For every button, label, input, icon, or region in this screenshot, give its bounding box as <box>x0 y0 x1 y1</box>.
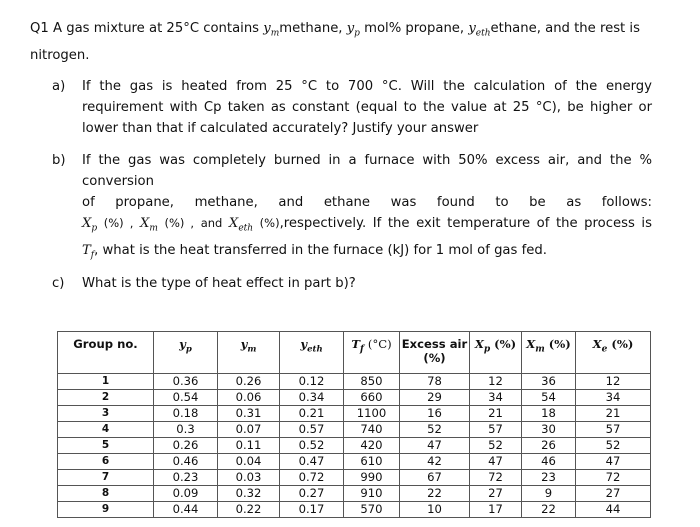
cell-group: 8 <box>58 486 154 502</box>
symbol-xeth: $X_{eth}$ <box>228 216 254 234</box>
cell-ym: 0.07 <box>218 422 280 438</box>
cell-ym: 0.06 <box>218 390 280 406</box>
cell-tf: 990 <box>344 470 400 486</box>
cell-xe: 12 <box>576 374 651 390</box>
question-intro <box>30 18 680 67</box>
symbol-xm: $X_m$ <box>139 216 158 234</box>
cell-xe: 72 <box>576 470 651 486</box>
cell-yp: 0.54 <box>154 390 218 406</box>
cell-tf: 910 <box>344 486 400 502</box>
table-row <box>58 454 651 470</box>
cell-xp: 17 <box>470 502 522 518</box>
symbol-yeth: $y_{eth}$ <box>468 21 491 39</box>
cell-xm: 26 <box>522 438 576 454</box>
part-b-line-3: $X_p$ (%) , $X_m$ (%) , and $X_{eth}$ (%),respectively. If the exit temperature of the process is <box>82 216 652 234</box>
cell-xm: 46 <box>522 454 576 470</box>
question-text-2: contains <box>203 21 260 36</box>
cell-yp: 0.09 <box>154 486 218 502</box>
cell-yeth: 0.57 <box>280 422 344 438</box>
table-row <box>58 486 651 502</box>
cell-group: 4 <box>58 422 154 438</box>
cell-yp: 0.36 <box>154 374 218 390</box>
cell-group: 3 <box>58 406 154 422</box>
part-b-line-1: If the gas was completely burned in a furnace with 50% excess air, and the % conversion <box>82 153 652 189</box>
cell-xp: 12 <box>470 374 522 390</box>
part-c-label: c) <box>52 276 65 291</box>
cell-xp: 47 <box>470 454 522 470</box>
cell-tf: 740 <box>344 422 400 438</box>
cell-xe: 27 <box>576 486 651 502</box>
cell-group: 9 <box>58 502 154 518</box>
cell-xp: 72 <box>470 470 522 486</box>
symbol-ym: $y_m$ <box>263 21 280 39</box>
cell-excess-air: 78 <box>400 374 470 390</box>
cell-group: 6 <box>58 454 154 470</box>
part-c <box>52 273 652 294</box>
header-yp: $y_p$ <box>154 332 218 374</box>
part-a <box>52 76 652 139</box>
degree-unit: °C <box>183 21 200 36</box>
cell-yeth: 0.34 <box>280 390 344 406</box>
cell-ym: 0.31 <box>218 406 280 422</box>
cell-xe: 52 <box>576 438 651 454</box>
cell-xm: 36 <box>522 374 576 390</box>
table-row <box>58 422 651 438</box>
cell-xm: 30 <box>522 422 576 438</box>
header-ym: $y_m$ <box>218 332 280 374</box>
header-group: Group no. <box>58 332 154 374</box>
cell-xe: 44 <box>576 502 651 518</box>
cell-ym: 0.03 <box>218 470 280 486</box>
cell-tf: 570 <box>344 502 400 518</box>
cell-yp: 0.3 <box>154 422 218 438</box>
part-a-text: If the gas is heated from 25 °C to 700 °C. Will the calculation of the energy requirement with Cp taken as constant (equal to the value at 25 °C), be higher or lower than that if calculated accurately? Justify your answer <box>82 79 652 136</box>
cell-yp: 0.23 <box>154 470 218 486</box>
table-row <box>58 406 651 422</box>
part-b-line-2: of propane, methane, and ethane was found to be as follows: <box>82 195 652 210</box>
part-b-label: b) <box>52 153 66 168</box>
cell-group: 2 <box>58 390 154 406</box>
cell-ym: 0.22 <box>218 502 280 518</box>
cell-xp: 27 <box>470 486 522 502</box>
part-b-body <box>82 150 652 266</box>
table-row <box>58 502 651 518</box>
cell-tf: 1100 <box>344 406 400 422</box>
cell-excess-air: 52 <box>400 422 470 438</box>
cell-tf: 610 <box>344 454 400 470</box>
cell-excess-air: 67 <box>400 470 470 486</box>
cell-yeth: 0.12 <box>280 374 344 390</box>
header-xm: $X_m$ (%) <box>522 332 576 374</box>
cell-excess-air: 29 <box>400 390 470 406</box>
cell-yp: 0.18 <box>154 406 218 422</box>
cell-yeth: 0.47 <box>280 454 344 470</box>
question-text-3: methane, <box>279 21 343 36</box>
question-label: Q1 <box>30 21 49 36</box>
cell-excess-air: 47 <box>400 438 470 454</box>
question-text-1: A gas mixture at 25 <box>52 21 184 36</box>
cell-excess-air: 42 <box>400 454 470 470</box>
header-tf: $T_f$ (°C) <box>344 332 400 374</box>
cell-xe: 21 <box>576 406 651 422</box>
cell-tf: 850 <box>344 374 400 390</box>
header-yeth: $y_{eth}$ <box>280 332 344 374</box>
cell-excess-air: 16 <box>400 406 470 422</box>
table-row <box>58 390 651 406</box>
symbol-yp: $y_p$ <box>346 21 360 39</box>
cell-xm: 9 <box>522 486 576 502</box>
cell-yeth: 0.21 <box>280 406 344 422</box>
cell-yp: 0.44 <box>154 502 218 518</box>
cell-xp: 21 <box>470 406 522 422</box>
cell-ym: 0.26 <box>218 374 280 390</box>
table-row <box>58 374 651 390</box>
cell-tf: 420 <box>344 438 400 454</box>
cell-ym: 0.32 <box>218 486 280 502</box>
cell-excess-air: 10 <box>400 502 470 518</box>
symbol-xp: $X_p$ <box>82 216 98 234</box>
cell-ym: 0.11 <box>218 438 280 454</box>
symbol-tf: $T_f$ <box>82 242 95 261</box>
cell-xe: 57 <box>576 422 651 438</box>
question-text-4: mol% propane, <box>364 21 465 36</box>
table-header-row <box>58 332 651 374</box>
part-b-line-4: $T_f$, what is the heat transferred in the furnace (kJ) for 1 mol of gas fed. <box>82 242 547 261</box>
header-excess-air: Excess air (%) <box>400 332 470 374</box>
cell-excess-air: 22 <box>400 486 470 502</box>
cell-ym: 0.04 <box>218 454 280 470</box>
cell-xm: 22 <box>522 502 576 518</box>
cell-yeth: 0.72 <box>280 470 344 486</box>
cell-xm: 54 <box>522 390 576 406</box>
cell-yeth: 0.52 <box>280 438 344 454</box>
table-row <box>58 470 651 486</box>
header-xe: $X_e$ (%) <box>576 332 651 374</box>
cell-xe: 34 <box>576 390 651 406</box>
cell-yp: 0.26 <box>154 438 218 454</box>
cell-group: 7 <box>58 470 154 486</box>
cell-xm: 18 <box>522 406 576 422</box>
cell-xm: 23 <box>522 470 576 486</box>
cell-xp: 57 <box>470 422 522 438</box>
part-b <box>52 150 652 266</box>
cell-tf: 660 <box>344 390 400 406</box>
part-a-label: a) <box>52 79 66 94</box>
cell-xp: 52 <box>470 438 522 454</box>
cell-xe: 47 <box>576 454 651 470</box>
cell-yp: 0.46 <box>154 454 218 470</box>
cell-group: 1 <box>58 374 154 390</box>
cell-yeth: 0.27 <box>280 486 344 502</box>
cell-group: 5 <box>58 438 154 454</box>
cell-yeth: 0.17 <box>280 502 344 518</box>
group-data-table <box>57 331 651 518</box>
cell-xp: 34 <box>470 390 522 406</box>
table-row <box>58 438 651 454</box>
question-text-5: ethane, and the rest is nitrogen. <box>30 21 640 63</box>
part-c-text: What is the type of heat effect in part b)? <box>82 276 356 291</box>
header-xp: $X_p$ (%) <box>470 332 522 374</box>
